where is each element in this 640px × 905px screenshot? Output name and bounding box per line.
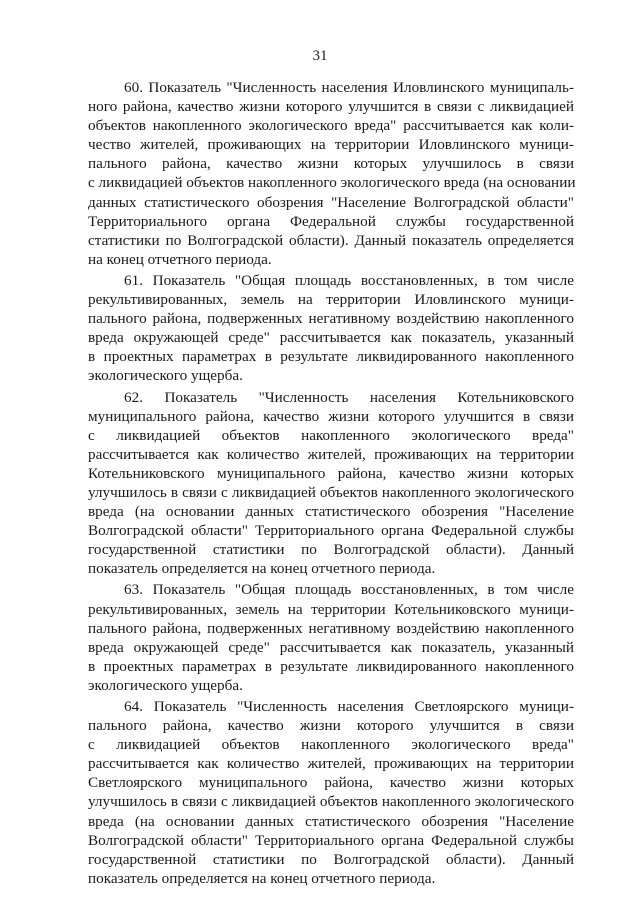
- text-line: рассчитывается как количество жителей, проживающих на территории: [88, 445, 574, 463]
- page-number: 31: [312, 48, 328, 64]
- text-line: с ликвидацией объектов накопленного экологического вреда": [88, 736, 574, 754]
- text-line: 64. Показатель "Численность населения Светлоярского муници-: [124, 698, 574, 715]
- text-line: показатель определяется на конец отчетного периода.: [88, 560, 436, 578]
- text-line: Территориального органа Федеральной службы государственной: [88, 212, 574, 230]
- text-line: Котельниковского муниципального района, качество жизни которых: [88, 464, 574, 482]
- text-line: государственной статистики по Волгоградской области). Данный: [88, 850, 574, 868]
- document-body: [88, 78, 574, 888]
- text-line: 60. Показатель "Численность населения Иловлинского муниципаль-: [124, 79, 574, 96]
- text-line: объектов накопленного экологического вреда" рассчитывается как коли-: [88, 117, 574, 135]
- text-line: вреда (на основании данных статистического обозрения "Население: [88, 812, 574, 830]
- text-line: 61. Показатель "Общая площадь восстановленных, в том числе: [124, 271, 574, 289]
- text-line: статистики по Волгоградской области). Данный показатель определяется: [88, 231, 574, 249]
- text-line: 63. Показатель "Общая площадь восстановленных, в том числе: [124, 581, 574, 599]
- text-line: вреда окружающей среде" рассчитывается как показатель, указанный: [88, 638, 574, 656]
- text-line: Волгоградской области" Территориального органа Федеральной службы: [88, 831, 574, 849]
- text-line: муниципального района, качество жизни которого улучшится в связи: [88, 407, 574, 425]
- paragraph-3: [88, 388, 574, 579]
- text-line: 62. Показатель "Численность населения Котельниковского: [124, 388, 574, 406]
- text-line: экологического ущерба.: [88, 367, 243, 385]
- text-line: чество жителей, проживающих на территории Иловлинского муници-: [88, 136, 574, 154]
- text-line: с ликвидацией объектов накопленного экологического вреда": [88, 426, 574, 444]
- paragraph-2: [88, 271, 574, 386]
- text-line: рекультивированных, земель на территории Иловлинского муници-: [88, 291, 574, 309]
- paragraph-5: [88, 697, 574, 888]
- text-line: на конец отчетного периода.: [88, 250, 272, 268]
- text-line: с ликвидацией объектов накопленного экологического вреда (на основании: [88, 174, 576, 192]
- text-line: улучшилось в связи с ликвидацией объектов накопленного экологического: [88, 793, 574, 811]
- text-line: пального района, качество жизни которых улучшилось в связи: [88, 155, 574, 173]
- text-line: в проектных параметрах в результате ликвидированного накопленного: [88, 657, 574, 675]
- text-line: вреда (на основании данных статистического обозрения "Население: [88, 503, 574, 521]
- text-line: показатель определяется на конец отчетного периода.: [88, 869, 436, 887]
- text-line: улучшилось в связи с ликвидацией объектов накопленного экологического: [88, 483, 574, 501]
- text-line: Светлоярского муниципального района, качество жизни которых: [88, 774, 574, 792]
- text-line: пального района, подверженных негативному воздействию накопленного: [88, 619, 574, 637]
- paragraph-4: [88, 580, 574, 695]
- text-line: рекультивированных, земель на территории Котельниковского муници-: [88, 600, 574, 618]
- text-line: в проектных параметрах в результате ликвидированного накопленного: [88, 348, 574, 366]
- text-line: вреда окружающей среде" рассчитывается как показатель, указанный: [88, 329, 574, 347]
- text-line: рассчитывается как количество жителей, проживающих на территории: [88, 755, 574, 773]
- text-line: экологического ущерба.: [88, 676, 243, 694]
- text-line: пального района, качество жизни которого улучшится в связи: [88, 717, 574, 735]
- text-line: ного района, качество жизни которого улучшится в связи с ликвидацией: [88, 98, 574, 116]
- text-line: государственной статистики по Волгоградской области). Данный: [88, 541, 574, 559]
- text-line: данных статистического обозрения "Население Волгоградской области": [88, 193, 574, 211]
- text-line: Волгоградской области" Территориального органа Федеральной службы: [88, 522, 574, 540]
- paragraph-1: [88, 78, 574, 269]
- text-line: пального района, подверженных негативному воздействию накопленного: [88, 310, 574, 328]
